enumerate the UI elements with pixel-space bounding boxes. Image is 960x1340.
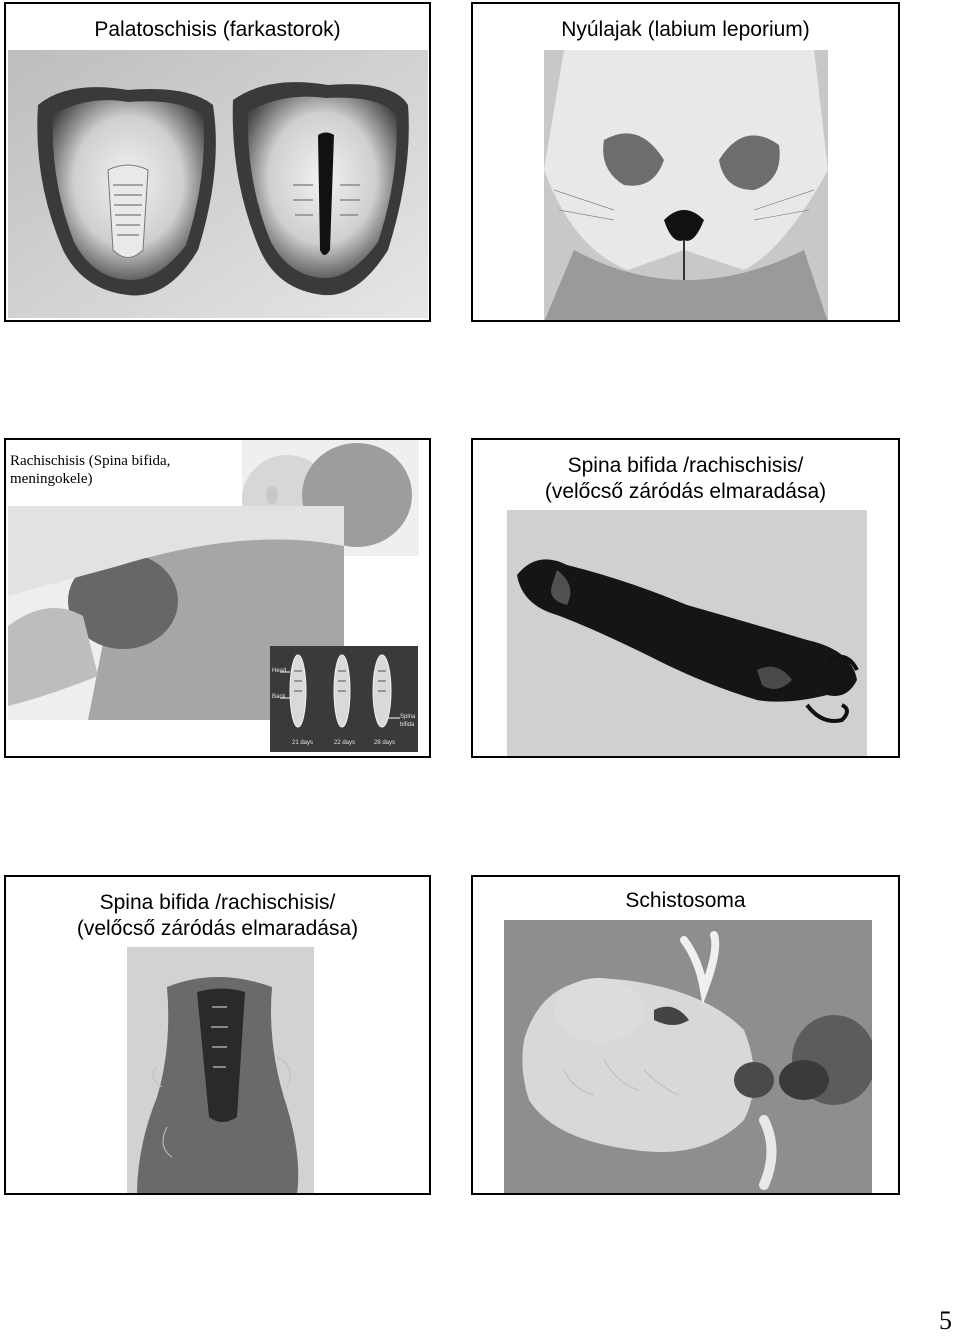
slide-rachischisis — [4, 438, 431, 758]
slide-spina-bifida-2 — [4, 875, 431, 1195]
slide-palatoschisis — [4, 2, 431, 322]
diagram-label-head: Head — [272, 668, 287, 674]
photo-cleft-lip — [544, 50, 828, 322]
slide-title: Nyúlajak (labium leporium) — [561, 18, 810, 41]
page-number: 5 — [939, 1306, 952, 1335]
diagram-label-bifida: bifida — [400, 722, 415, 728]
diagram-label-day2: 22 days — [334, 740, 356, 746]
embryo-diagram — [270, 646, 418, 752]
diagram-label-day1: 21 days — [292, 740, 314, 746]
diagram-label-spina: Spina — [400, 714, 416, 720]
photo-calf-spina-bifida — [507, 510, 867, 756]
slide-title-line2: (velőcső záródás elmaradása) — [76, 917, 359, 940]
slide-title-line2: (velőcső záródás elmaradása) — [544, 480, 827, 503]
slide-schistosoma — [471, 875, 900, 1195]
diagram-label-day3: 28 days — [374, 740, 396, 746]
slide-title: Schistosoma — [625, 889, 746, 912]
slide-spina-bifida-1 — [471, 438, 900, 758]
slide-nyulajak — [471, 2, 900, 322]
slide-title: Palatoschisis (farkastorok) — [94, 18, 341, 41]
slide-title-line1: Spina bifida /rachischisis/ — [99, 891, 336, 914]
diagram-label-back: Back — [272, 694, 286, 700]
slide-title-line2: meningokele) — [10, 471, 93, 487]
photo-chick-rachischisis — [127, 947, 314, 1195]
slide-title-line1: Spina bifida /rachischisis/ — [567, 454, 804, 477]
photo-chick-schistosoma — [504, 920, 872, 1195]
photo-cleft-palate-specimens — [8, 50, 428, 318]
slide-title-line1: Rachischisis (Spina bifida, — [10, 453, 171, 469]
